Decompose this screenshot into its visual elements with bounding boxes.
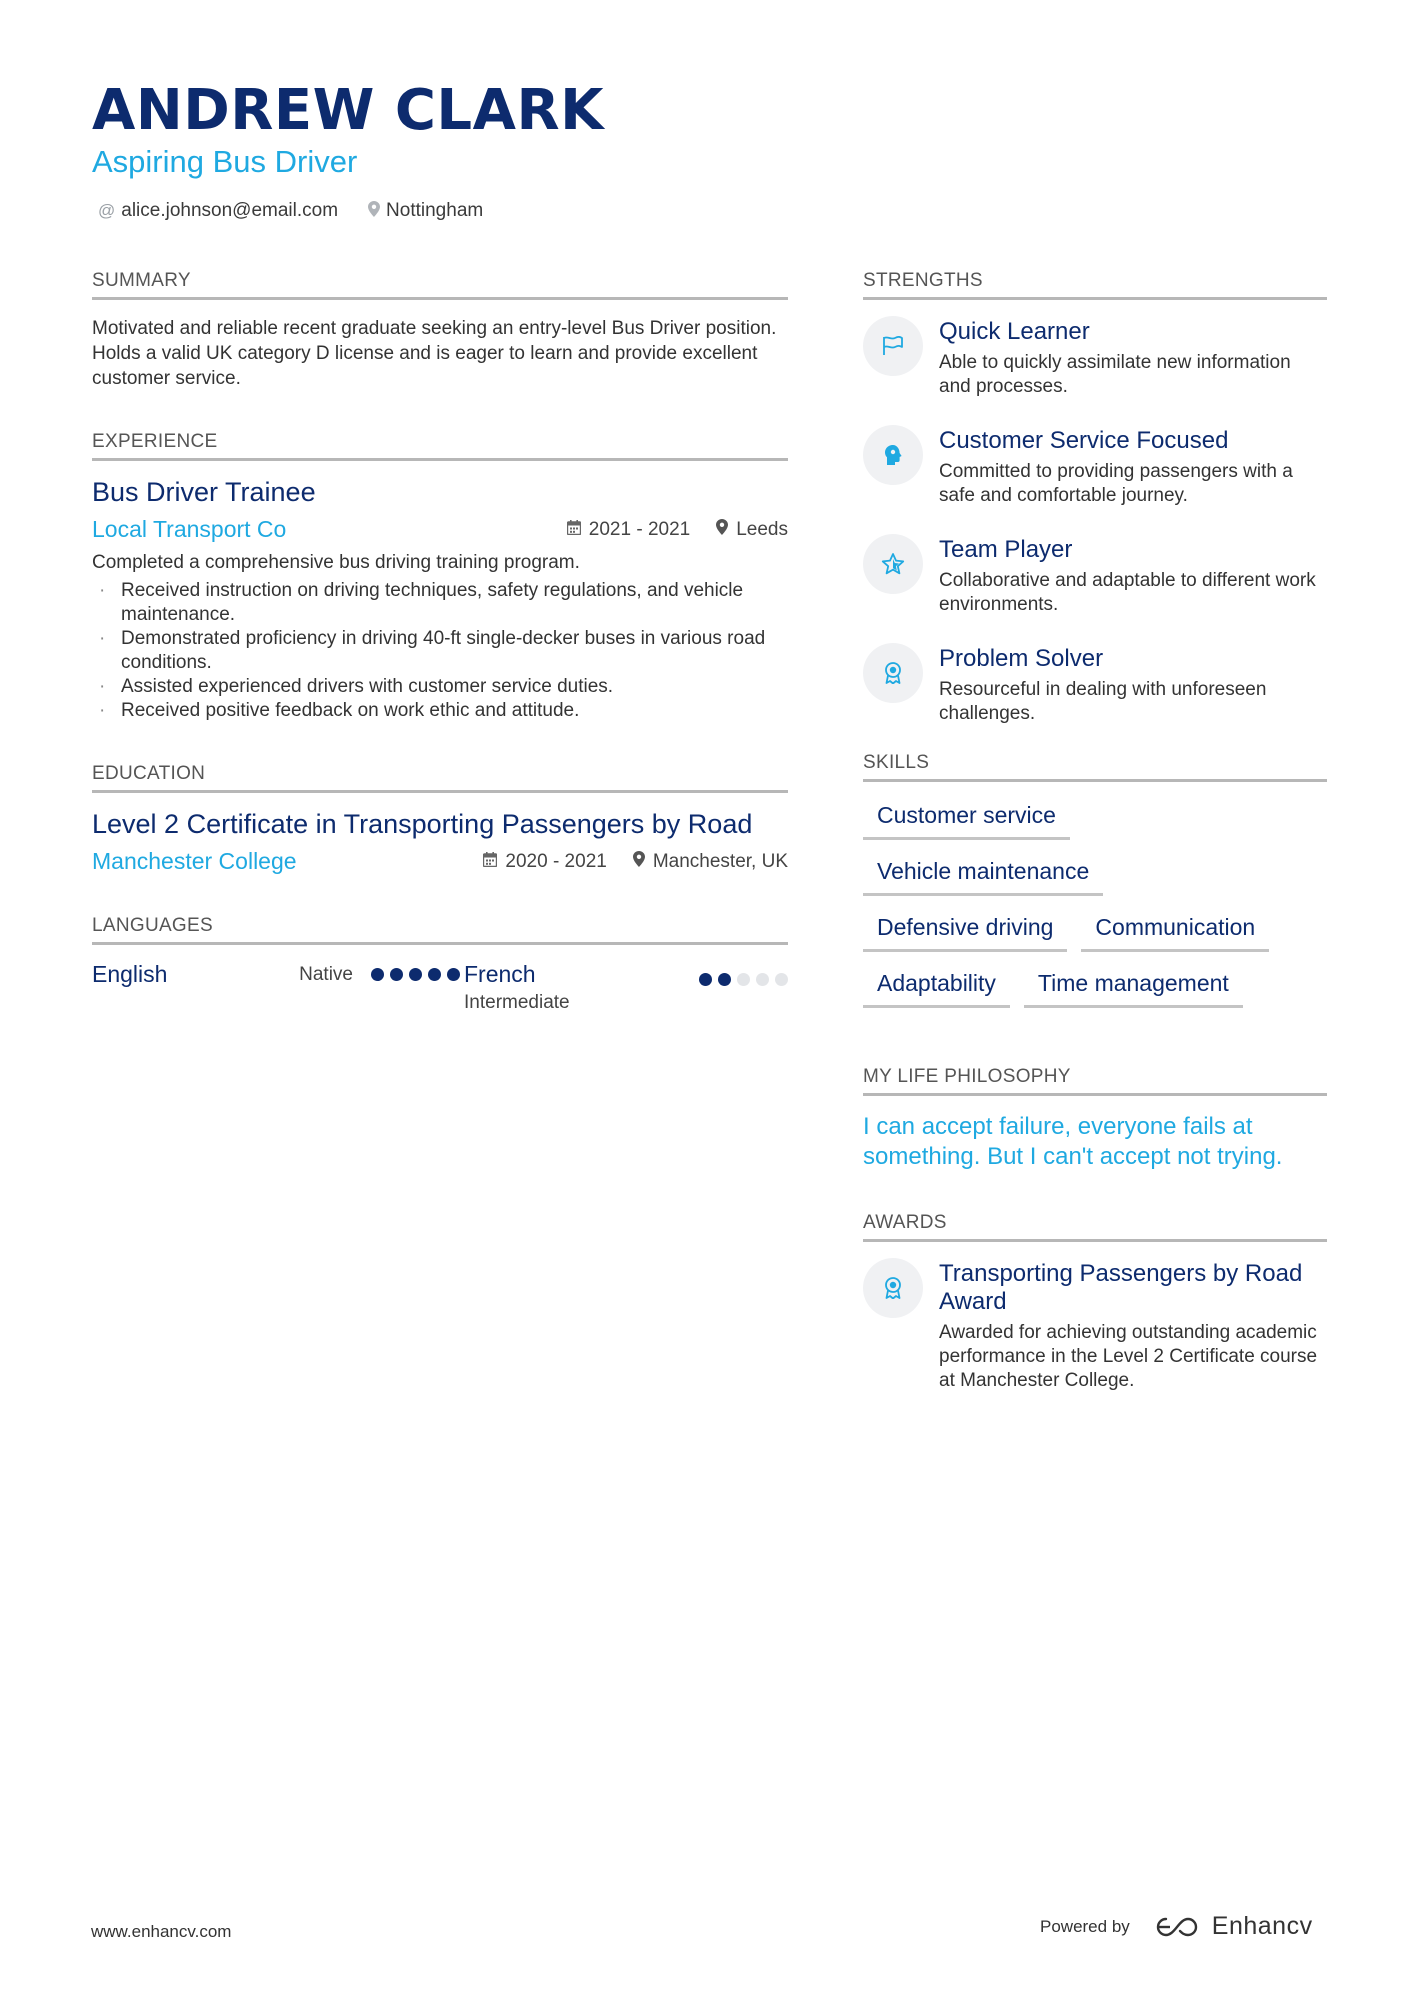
job-location-text: Leeds [736, 518, 788, 540]
candidate-name: ANDREW CLARK [92, 78, 604, 143]
proficiency-dot [718, 973, 731, 986]
experience-heading: EXPERIENCE [92, 431, 788, 461]
language-item [92, 961, 462, 988]
job-bullets [92, 579, 788, 723]
skills-section [863, 752, 1327, 1008]
language-level: Intermediate [464, 992, 570, 1013]
strength-body [939, 534, 1327, 617]
job-entry [92, 477, 788, 723]
proficiency-dot [371, 968, 384, 981]
strength-item [863, 643, 1327, 726]
job-location [716, 519, 788, 541]
awards-heading: AWARDS [863, 1212, 1327, 1242]
head-icon [863, 425, 923, 485]
skills-list [863, 798, 1327, 1008]
degree-title: Level 2 Certificate in Transporting Passengers by Road [92, 809, 753, 839]
location-pin-icon [633, 851, 645, 872]
education-heading: EDUCATION [92, 763, 788, 793]
location-pin-icon [716, 519, 728, 540]
strength-item [863, 425, 1327, 508]
language-level: Native [299, 963, 353, 985]
skill-tag: Communication [1081, 910, 1269, 952]
proficiency-dot [447, 968, 460, 981]
awards-section [863, 1212, 1327, 1393]
star-icon [863, 534, 923, 594]
award-description: Awarded for achieving outstanding academic performance in the Level 2 Certificate course at Manchester College. [939, 1322, 1318, 1391]
skill-tag: Adaptability [863, 966, 1010, 1008]
proficiency-dot [699, 973, 712, 986]
proficiency-dot [390, 968, 403, 981]
job-bullet: · Received positive feedback on work ethic and attitude. [92, 699, 788, 723]
strength-description: Collaborative and adaptable to different work environments. [939, 570, 1316, 615]
brand-name: Enhancv [1211, 1912, 1313, 1940]
language-item [462, 961, 788, 1014]
job-title: Bus Driver Trainee [92, 477, 316, 507]
footer-brand [1040, 1912, 1313, 1941]
language-name: English [92, 961, 168, 987]
strength-description: Able to quickly assimilate new information and processes. [939, 352, 1291, 397]
education-location-text: Manchester, UK [652, 850, 788, 872]
enhancv-logo-icon [1154, 1915, 1200, 1939]
language-dots [371, 968, 460, 981]
strength-title: Customer Service Focused [939, 427, 1229, 454]
language-dots [699, 973, 788, 1014]
strength-title: Quick Learner [939, 318, 1090, 345]
language-level-group [299, 964, 460, 986]
strength-description: Committed to providing passengers with a safe and comfortable journey. [939, 461, 1293, 506]
education-location [633, 851, 788, 873]
skill-tag: Vehicle maintenance [863, 854, 1103, 896]
skill-tag: Defensive driving [863, 910, 1067, 952]
right-column [863, 270, 1327, 1433]
left-column [92, 270, 788, 1054]
job-description: Completed a comprehensive bus driving training program. [92, 552, 580, 573]
email-text: alice.johnson@email.com [121, 200, 339, 221]
strengths-heading: STRENGTHS [863, 270, 1327, 300]
footer-website[interactable]: www.enhancv.com [91, 1922, 232, 1941]
job-meta [92, 516, 788, 543]
skills-heading: SKILLS [863, 752, 1327, 782]
job-bullet: · Received instruction on driving techniques, safety regulations, and vehicle maintenance. [92, 579, 788, 627]
proficiency-dot [737, 973, 750, 986]
education-meta [92, 848, 788, 875]
philosophy-quote: I can accept failure, everyone fails at something. But I can't accept not trying. [863, 1113, 1283, 1170]
strength-title: Problem Solver [939, 645, 1104, 672]
strength-item [863, 316, 1327, 399]
strength-body [939, 316, 1327, 399]
language-text-group [464, 961, 570, 1014]
job-dates-text: 2021 - 2021 [588, 518, 691, 540]
medal-icon [863, 1258, 923, 1318]
location-pin-icon [368, 201, 380, 222]
flag-icon [863, 316, 923, 376]
brand-logo[interactable] [1154, 1912, 1313, 1941]
education-meta-right [483, 851, 788, 873]
calendar-icon [483, 852, 497, 872]
candidate-title: Aspiring Bus Driver [92, 144, 358, 179]
languages-section [92, 915, 788, 1014]
job-meta-right [567, 519, 788, 541]
education-dates [483, 851, 606, 873]
proficiency-dot [775, 973, 788, 986]
strength-title: Team Player [939, 536, 1073, 563]
strength-item [863, 534, 1327, 617]
strengths-section [863, 270, 1327, 726]
strength-body [939, 425, 1327, 508]
contact-location [368, 200, 483, 222]
job-bullet: · Demonstrated proficiency in driving 40-ft single-decker buses in various road conditions. [92, 627, 788, 675]
proficiency-dot [756, 973, 769, 986]
languages-row [92, 961, 788, 1014]
summary-section [92, 270, 788, 391]
company-name: Local Transport Co [92, 516, 287, 542]
strength-description: Resourceful in dealing with unforeseen challenges. [939, 679, 1267, 724]
proficiency-dot [428, 968, 441, 981]
skill-tag: Customer service [863, 798, 1070, 840]
skill-tag: Time management [1024, 966, 1243, 1008]
award-title: Transporting Passengers by Road Award [939, 1260, 1303, 1315]
job-bullet: · Assisted experienced drivers with customer service duties. [92, 675, 788, 699]
proficiency-dot [409, 968, 422, 981]
experience-section [92, 431, 788, 723]
language-name: French [464, 961, 536, 987]
summary-heading: SUMMARY [92, 270, 788, 300]
at-icon: @ [98, 201, 116, 220]
education-dates-text: 2020 - 2021 [505, 850, 607, 872]
calendar-icon [567, 520, 581, 540]
contact-email[interactable] [98, 200, 338, 222]
award-item [863, 1258, 1327, 1393]
languages-heading: LANGUAGES [92, 915, 788, 945]
contact-info [98, 200, 483, 222]
education-section [92, 763, 788, 875]
strength-body [939, 643, 1327, 726]
powered-by-text: Powered by [1040, 1916, 1130, 1936]
location-text: Nottingham [386, 200, 484, 221]
medal-icon [863, 643, 923, 703]
award-body [939, 1258, 1327, 1393]
philosophy-heading: MY LIFE PHILOSOPHY [863, 1066, 1327, 1096]
philosophy-section [863, 1066, 1327, 1172]
job-dates [567, 519, 690, 541]
school-name: Manchester College [92, 848, 297, 874]
summary-text: Motivated and reliable recent graduate seeking an entry-level Bus Driver position. Holds a valid UK category D license and is eager to learn and provide excellent customer service. [92, 318, 777, 389]
